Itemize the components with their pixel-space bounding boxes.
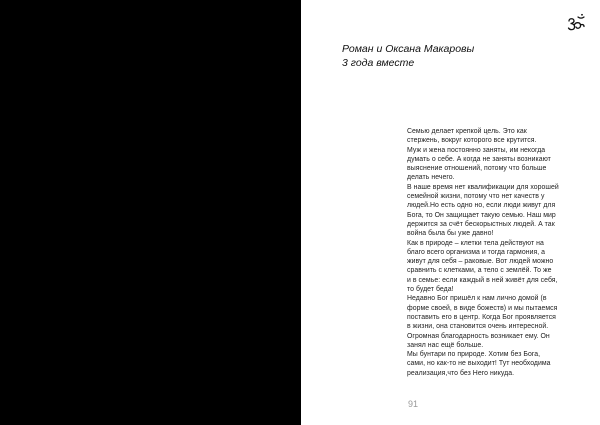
body-line: война была бы уже давно!: [407, 230, 494, 238]
body-line: благо всего организма и тогда гармония, а: [407, 248, 546, 256]
right-page: [301, 0, 600, 425]
body-line: поставить его в центр. Когда Бог проявляется: [407, 313, 556, 321]
body-line: людей.Но есть одно но, если люди живут для: [407, 202, 556, 210]
body-line: в жизни, она становится очень интересной.: [407, 323, 549, 331]
body-line: делать нечего.: [407, 174, 455, 182]
body-line: сравнить с клетками, а тело с землёй. То же: [407, 267, 552, 275]
body-line: думать о себе. А когда не заняты возникают: [407, 155, 551, 163]
body-line: занял нас ещё больше.: [407, 341, 484, 349]
body-line: Мы бунтари по природе. Хотим без Бога,: [407, 351, 541, 359]
body-line: реализация,что без Него никуда.: [407, 369, 515, 377]
body-line: держится за счёт бескорыстных людей. А так: [407, 220, 555, 228]
article-header: [342, 42, 474, 70]
subtitle: 3 года вместе: [342, 57, 415, 69]
body-line: Как в природе – клетки тела действуют на: [407, 239, 544, 247]
body-line: В наше время нет квалификации для хорошей: [407, 183, 559, 191]
body-line: Бога, то Он защищает такую семью. Наш мир: [407, 211, 556, 219]
body-line: семейной жизни, потому что нет качеств у: [407, 193, 545, 201]
body-line: стержень, вокруг которого все крутится.: [407, 137, 537, 145]
om-icon: [565, 12, 587, 34]
authors-title: Роман и Оксана Макаровы: [342, 43, 475, 55]
body-line: форме своей, в виде божеств) и мы пытаемся: [407, 304, 558, 312]
body-line: то будет беда!: [407, 286, 454, 294]
article-body: [407, 127, 587, 378]
body-line: Семью делает крепкой цель. Это как: [407, 128, 527, 135]
body-line: сами, но как-то не выходит! Тут необходима: [407, 360, 551, 368]
body-line: Недавно Бог пришёл к нам лично домой (в: [407, 295, 547, 303]
body-line: и в семье: если каждый в ней живёт для себя,: [407, 276, 558, 284]
page-number: 91: [408, 399, 419, 409]
body-line: Муж и жена постоянно заняты, им некогда: [407, 146, 546, 154]
body-line: выяснение отношений, потому что больше: [407, 165, 547, 173]
body-line: живут для себя – раковые. Вот людей можно: [407, 258, 554, 266]
body-line: Огромная благодарность возникает ему. Он: [407, 332, 550, 340]
